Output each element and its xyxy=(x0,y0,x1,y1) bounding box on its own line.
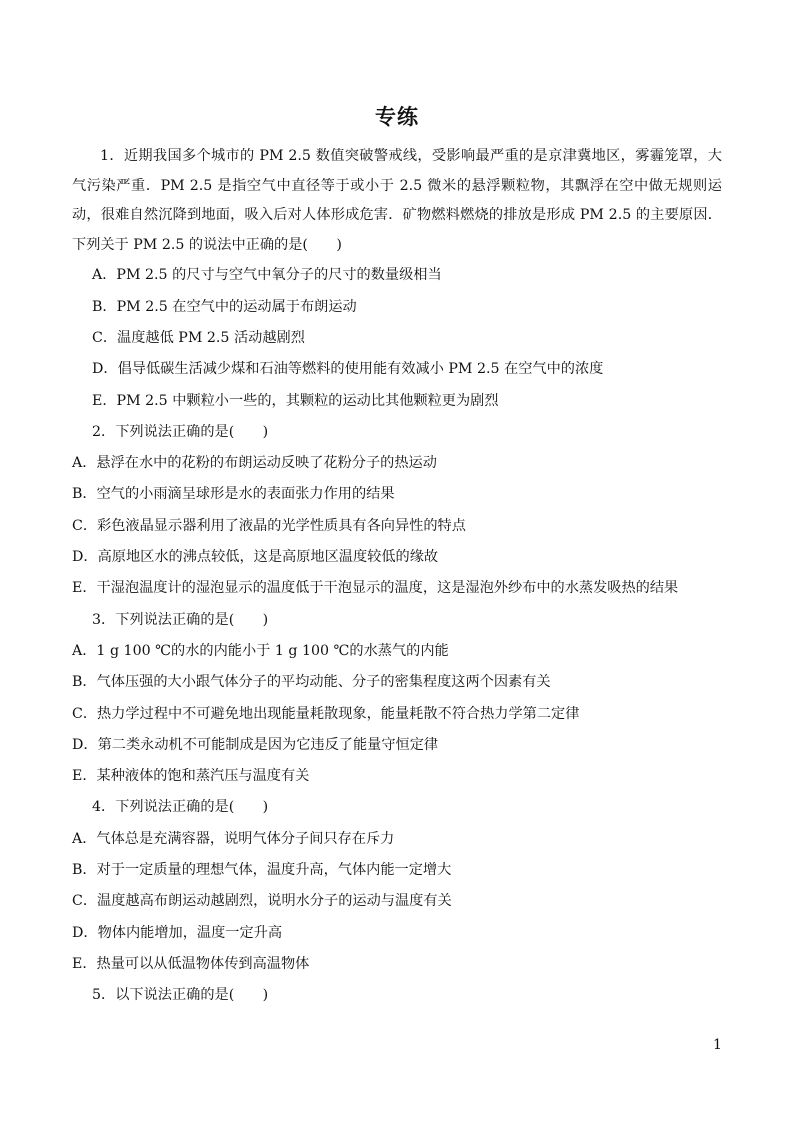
question-1-option-e: E．PM 2.5 中颗粒小一些的，其颗粒的运动比其他颗粒更为剧烈 xyxy=(92,392,499,409)
question-5-stem: 5．以下说法正确的是( ) xyxy=(92,987,269,1004)
question-3-option-b: B．气体压强的大小跟气体分子的平均动能、分子的密集程度这两个因素有关 xyxy=(72,674,551,691)
question-3-option-c: C．热力学过程中不可避免地出现能量耗散现象，能量耗散不符合热力学第二定律 xyxy=(72,705,580,722)
question-4-option-d: D．物体内能增加，温度一定升高 xyxy=(72,924,283,941)
question-1-option-b: B．PM 2.5 在空气中的运动属于布朗运动 xyxy=(92,298,357,315)
question-1-stem: 1．近期我国多个城市的 PM 2.5 数值突破警戒线，受影响最严重的是京津冀地区，雾霾笼罩，大气污染严重．PM 2.5 是指空气中直径等于或小于 2.5 微米的悬浮颗粒物，其飘浮在空中做无规则运动，很难自然沉降到地面，吸入后对人体形成危害．矿物燃料燃烧的排放是形成 PM 2.5 的主要原因．下列关于 PM 2.5 的说法中正确的是( ) xyxy=(72,148,722,253)
question-4-option-a: A．气体总是充满容器，说明气体分子间只存在斥力 xyxy=(72,830,395,847)
question-2-option-d: D．高原地区水的沸点较低，这是高原地区温度较低的缘故 xyxy=(72,549,439,566)
question-4-option-b: B．对于一定质量的理想气体，温度升高，气体内能一定增大 xyxy=(72,862,452,879)
question-1-option-a: A．PM 2.5 的尺寸与空气中氧分子的尺寸的数量级相当 xyxy=(92,267,442,284)
question-4-stem: 4．下列说法正确的是( ) xyxy=(92,799,269,816)
question-2-option-c: C．彩色液晶显示器利用了液晶的光学性质具有各向异性的特点 xyxy=(72,517,466,534)
question-3-option-e: E．某种液体的饱和蒸汽压与温度有关 xyxy=(72,768,310,785)
question-2-option-a: A．悬浮在水中的花粉的布朗运动反映了花粉分子的热运动 xyxy=(72,455,437,472)
question-2-option-e: E．干湿泡温度计的湿泡显示的温度低于干泡显示的温度，这是湿泡外纱布中的水蒸发吸热的结果 xyxy=(72,580,679,597)
question-1-option-c: C．温度越低 PM 2.5 活动越剧烈 xyxy=(92,329,305,346)
question-3-option-a: A．1 g 100 ℃的水的内能小于 1 g 100 ℃的水蒸气的内能 xyxy=(72,642,449,659)
question-3-stem: 3．下列说法正确的是( ) xyxy=(92,611,269,628)
page-title: 专练 xyxy=(375,104,419,129)
question-2-stem: 2．下列说法正确的是( ) xyxy=(92,423,269,440)
question-4-option-c: C．温度越高布朗运动越剧烈，说明水分子的运动与温度有关 xyxy=(72,893,452,910)
page-number: 1 xyxy=(713,1037,722,1053)
question-list xyxy=(72,142,722,1012)
question-1-option-d: D．倡导低碳生活减少煤和石油等燃料的使用能有效减小 PM 2.5 在空气中的浓度 xyxy=(92,361,604,378)
question-2-option-b: B．空气的小雨滴呈球形是水的表面张力作用的结果 xyxy=(72,486,395,503)
question-4-option-e: E．热量可以从低温物体传到高温物体 xyxy=(72,955,310,972)
question-3-option-d: D．第二类永动机不可能制成是因为它违反了能量守恒定律 xyxy=(72,736,439,753)
